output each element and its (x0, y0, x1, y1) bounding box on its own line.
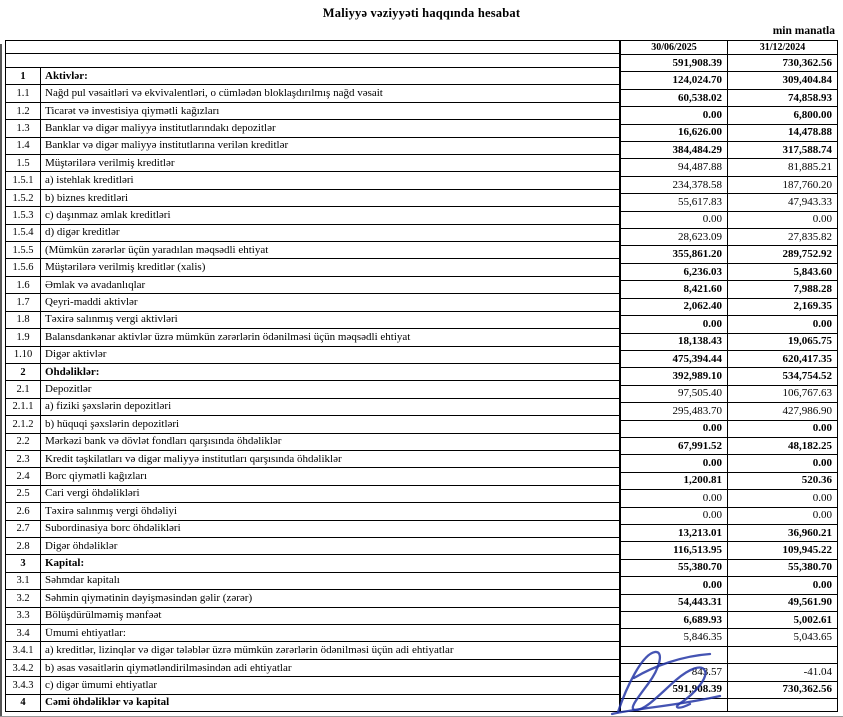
row-number: 1.5.6 (6, 259, 41, 275)
table-row (6, 311, 619, 328)
row-label: Digər aktivlər (45, 349, 107, 361)
value-row (621, 141, 837, 158)
table-row (6, 102, 619, 119)
row-number: 2.4 (6, 468, 41, 484)
row-label: Müştərilərə verilmiş kreditlər (xalis) (45, 262, 206, 274)
table-row (6, 537, 619, 554)
row-label: Depozitlər (45, 384, 92, 396)
table-row (6, 433, 619, 450)
table-row (6, 293, 619, 310)
values-header (621, 41, 837, 54)
value-2025: 1,200.81 (621, 473, 728, 489)
table-row (6, 206, 619, 223)
row-number: 4 (6, 695, 41, 711)
labels-header (6, 41, 619, 67)
table-row (6, 84, 619, 101)
row-number: 3.3 (6, 608, 41, 624)
value-2024: 27,835.82 (788, 230, 832, 243)
row-number: 3.2 (6, 590, 41, 606)
row-number: 1.9 (6, 329, 41, 345)
value-row (621, 628, 837, 645)
row-label: Səhmdar kapitalı (45, 575, 120, 587)
row-number: 2.5 (6, 486, 41, 502)
value-2024: 19,065.75 (788, 335, 832, 348)
table-row (6, 346, 619, 363)
row-label: a) istehlak kreditləri (45, 175, 134, 187)
value-2025: 97,505.40 (621, 386, 728, 402)
value-row (621, 576, 837, 593)
value-2024: 317,588.74 (782, 143, 832, 156)
row-number: 1.5.3 (6, 207, 41, 223)
row-label: a) kreditlər, lizinqlər və digər tələblər üzrə mümkün zərərlərin ödənilməsi üçün adi ehtiyatlar (45, 645, 454, 657)
value-2024: -41.04 (803, 665, 832, 678)
value-2025: 0.00 (621, 107, 728, 123)
value-2024: 109,945.22 (782, 544, 832, 557)
labels-table (5, 40, 620, 712)
row-number: 1.3 (6, 120, 41, 136)
value-2025: 67,991.52 (621, 438, 728, 454)
value-2024: 0.00 (812, 422, 832, 435)
value-row (621, 385, 837, 402)
row-number: 1.1 (6, 85, 41, 101)
table-row (6, 624, 619, 641)
row-label: Ümumi ehtiyatlar: (45, 627, 126, 639)
value-2025: 124,024.70 (621, 72, 728, 88)
table-row (6, 572, 619, 589)
table-row (6, 258, 619, 275)
values-body (621, 54, 837, 698)
value-2025: 0.00 (621, 490, 728, 506)
value-row (621, 437, 837, 454)
table-row (6, 520, 619, 537)
row-label: Digər öhdəliklər (45, 540, 118, 552)
value-row (621, 71, 837, 88)
table-row (6, 676, 619, 693)
value-2024: 81,885.21 (788, 161, 832, 174)
row-label: Aktivlər: (45, 70, 88, 82)
value-2025 (621, 647, 728, 663)
page-title: Maliyyə vəziyyəti haqqında hesabat (322, 6, 521, 20)
table-row (6, 485, 619, 502)
value-2025: 0.00 (621, 455, 728, 471)
value-2024: 55,380.70 (788, 561, 832, 574)
row-label: Banklar və digər maliyyə institutlarına verilən kreditlər (45, 140, 289, 152)
row-number: 1.7 (6, 294, 41, 310)
value-row (621, 367, 837, 384)
value-2024: 730,362.56 (782, 683, 832, 696)
row-label: c) daşınmaz əmlak kreditləri (45, 209, 171, 221)
value-2025: 234,378.58 (621, 177, 728, 193)
value-row (621, 681, 837, 698)
row-label: d) digər kreditlər (45, 227, 120, 239)
row-label: Cəmi öhdəliklər və kapital (45, 697, 170, 709)
row-label: Mərkəzi bank və dövlət fondları qarşısında öhdəliklər (45, 436, 282, 448)
row-label: Balansdankənar aktivlər üzrə mümkün zərərlərin ödənilməsi üçün məqsədli ehtiyat (45, 331, 411, 343)
row-number: 3.1 (6, 573, 41, 589)
row-number: 3.4.2 (6, 660, 41, 676)
row-label: b) biznes kreditləri (45, 192, 129, 204)
value-2024: 49,561.90 (788, 596, 832, 609)
table-row (6, 607, 619, 624)
row-label: Kredit təşkilatları və digər maliyyə institutları qarşısında öhdəliklər (45, 453, 342, 465)
table-row (6, 276, 619, 293)
table-row (6, 363, 619, 380)
value-2025: 8,421.60 (621, 281, 728, 297)
value-row (621, 176, 837, 193)
labels-body (6, 67, 619, 711)
date-column-2024: 31/12/2024 (759, 41, 806, 53)
value-2025: 60,538.02 (621, 90, 728, 106)
value-2024: 289,752.92 (782, 248, 832, 261)
value-row (621, 472, 837, 489)
value-2025: 94,487.88 (621, 159, 728, 175)
table-row (6, 415, 619, 432)
value-2024: 74,858.93 (788, 91, 832, 104)
row-number: 1.5.5 (6, 242, 41, 258)
value-2024: 427,986.90 (782, 404, 832, 417)
table-row (6, 450, 619, 467)
row-label: Kapital: (45, 558, 85, 570)
values-table (620, 40, 838, 712)
table-row (6, 328, 619, 345)
value-row (621, 158, 837, 175)
value-2025: 54,443.31 (621, 595, 728, 611)
labels-header-top-cell (6, 41, 619, 54)
row-label: Cari vergi öhdəlikləri (45, 488, 140, 500)
value-row (621, 541, 837, 558)
value-2025: 6,689.93 (621, 612, 728, 628)
table-row (6, 224, 619, 241)
value-2024: 2,169.35 (793, 300, 832, 313)
row-number: 1.5 (6, 155, 41, 171)
table-row (6, 467, 619, 484)
table-row (6, 659, 619, 676)
value-2025: 18,138.43 (621, 334, 728, 350)
value-2025: 0.00 (621, 577, 728, 593)
value-2025: 392,989.10 (621, 368, 728, 384)
row-label: Subordinasiya borc öhdəlikləri (45, 523, 181, 535)
value-row (621, 89, 837, 106)
value-row (621, 611, 837, 628)
value-2025: 355,861.20 (621, 246, 728, 262)
row-number: 2.6 (6, 503, 41, 519)
row-number: 2.1.1 (6, 399, 41, 415)
value-2024: 5,002.61 (793, 613, 832, 626)
value-2025: 0.00 (621, 421, 728, 437)
row-number: 1 (6, 68, 41, 84)
values-filler-row (621, 698, 837, 711)
value-2024: 187,760.20 (782, 178, 832, 191)
value-row (621, 333, 837, 350)
value-2024: 520.36 (801, 474, 832, 487)
value-row (621, 420, 837, 437)
value-row (621, 124, 837, 141)
row-number: 1.5.2 (6, 190, 41, 206)
row-number: 1.8 (6, 312, 41, 328)
row-label: b) hüquqi şəxslərin depozitləri (45, 418, 180, 430)
value-2024: 14,478.88 (788, 126, 832, 139)
row-number: 1.2 (6, 103, 41, 119)
table-row (6, 694, 619, 711)
row-label: Əmlak və avadanlıqlar (45, 279, 146, 291)
table-row (6, 380, 619, 397)
value-2025: 384,484.29 (621, 142, 728, 158)
value-row (621, 298, 837, 315)
row-label: Təxirə salınmış vergi aktivləri (45, 314, 178, 326)
value-2025: 55,617.83 (621, 194, 728, 210)
value-row (621, 263, 837, 280)
value-row (621, 350, 837, 367)
value-row (621, 106, 837, 123)
row-number: 3.4.1 (6, 642, 41, 658)
row-label: Bölüşdürülməmiş mənfəət (45, 610, 162, 622)
values-filler-cell-1 (621, 699, 728, 711)
unit-note: min manatla (772, 25, 835, 37)
value-2024 (728, 647, 837, 663)
value-2025: 5,846.35 (621, 629, 728, 645)
value-2025: 591,908.39 (621, 55, 728, 71)
table-row (6, 67, 619, 84)
table-row (6, 189, 619, 206)
row-number: 1.5.1 (6, 172, 41, 188)
value-row (621, 454, 837, 471)
row-number: 2.2 (6, 434, 41, 450)
date-column-2025: 30/06/2025 (621, 41, 728, 54)
value-2025: 0.00 (621, 316, 728, 332)
value-2024: 106,767.63 (782, 387, 832, 400)
row-label: c) digər ümumi ehtiyatlar (45, 679, 158, 691)
value-row (621, 193, 837, 210)
row-number: 1.4 (6, 138, 41, 154)
value-2024: 620,417.35 (782, 352, 832, 365)
value-2025: 13,213.01 (621, 525, 728, 541)
row-label: Təxirə salınmış vergi öhdəliyi (45, 505, 178, 517)
value-2024: 6,800.00 (793, 108, 832, 121)
table-row (6, 589, 619, 606)
value-2024: 0.00 (812, 317, 832, 330)
row-label: Nağd pul vəsaitləri və ekvivalentləri, o cümlədən bloklaşdırılmış nağd vəsait (45, 88, 383, 100)
value-row (621, 280, 837, 297)
value-row (621, 402, 837, 419)
value-2025: 16,626.00 (621, 125, 728, 141)
value-row (621, 211, 837, 228)
row-label: b) əsas vəsaitlərin qiymətləndirilməsindən adi ehtiyatlar (45, 662, 292, 674)
value-row (621, 524, 837, 541)
value-2025: 843.57 (621, 664, 728, 680)
row-number: 1.6 (6, 277, 41, 293)
value-row (621, 507, 837, 524)
row-number: 1.10 (6, 347, 41, 363)
row-label: Borc qiymətli kağızları (45, 471, 148, 483)
value-2025: 28,623.09 (621, 229, 728, 245)
table-row (6, 137, 619, 154)
table-row (6, 241, 619, 258)
value-row (621, 489, 837, 506)
row-number: 1.5.4 (6, 225, 41, 241)
row-number: 3 (6, 555, 41, 571)
value-2024: 0.00 (812, 509, 832, 522)
value-2024: 534,754.52 (782, 370, 832, 383)
row-label: Səhmin qiymətinin dəyişməsindən gəlir (zərər) (45, 592, 253, 604)
row-number: 2.1 (6, 381, 41, 397)
value-2025: 295,483.70 (621, 403, 728, 419)
row-label: (Mümkün zərərlər üçün yaradılan məqsədli ehtiyat (45, 244, 269, 256)
value-row (621, 245, 837, 262)
value-row (621, 559, 837, 576)
value-2025: 55,380.70 (621, 560, 728, 576)
value-2025: 116,513.95 (621, 542, 728, 558)
row-number: 2 (6, 364, 41, 380)
row-number: 2.7 (6, 521, 41, 537)
row-label: a) fiziki şəxslərin depozitləri (45, 401, 172, 413)
value-2025: 0.00 (621, 508, 728, 524)
row-number: 3.4.3 (6, 677, 41, 693)
value-row (621, 594, 837, 611)
value-2024: 48,182.25 (788, 439, 832, 452)
value-2025: 2,062.40 (621, 299, 728, 315)
value-2024: 5,043.65 (793, 631, 832, 644)
value-row (621, 646, 837, 663)
value-2024: 0.00 (812, 457, 832, 470)
value-2025: 0.00 (621, 212, 728, 228)
row-number: 3.4 (6, 625, 41, 641)
table-row (6, 641, 619, 658)
value-2024: 5,843.60 (793, 265, 832, 278)
value-row (621, 663, 837, 680)
value-2025: 475,394.44 (621, 351, 728, 367)
value-2024: 47,943.33 (788, 195, 832, 208)
row-label: Banklar və digər maliyyə institutlarındakı depozitlər (45, 122, 276, 134)
value-2024: 0.00 (812, 213, 832, 226)
value-2025: 6,236.03 (621, 264, 728, 280)
value-row (621, 228, 837, 245)
table-row (6, 154, 619, 171)
row-label: Ticarət və investisiya qiymətli kağızları (45, 105, 220, 117)
value-2025: 591,908.39 (621, 682, 728, 698)
row-number: 2.8 (6, 538, 41, 554)
table-row (6, 119, 619, 136)
value-2024: 0.00 (812, 578, 832, 591)
row-label: Qeyri-maddi aktivlər (45, 296, 138, 308)
table-row (6, 502, 619, 519)
value-row (621, 315, 837, 332)
value-2024: 0.00 (812, 491, 832, 504)
row-label: Müştərilərə verilmiş kreditlər (45, 157, 175, 169)
labels-header-bottom-cell (6, 54, 619, 67)
row-number: 2.1.2 (6, 416, 41, 432)
row-label: Öhdəliklər: (45, 366, 100, 378)
table-row (6, 398, 619, 415)
table-row (6, 171, 619, 188)
value-2024: 730,362.56 (782, 56, 832, 69)
values-filler-cell-2 (728, 699, 837, 711)
value-2024: 7,988.28 (793, 282, 832, 295)
row-number: 2.3 (6, 451, 41, 467)
value-2024: 36,960.21 (788, 526, 832, 539)
value-row (621, 54, 837, 71)
scan-edge-left (0, 44, 2, 717)
table-row (6, 554, 619, 571)
value-2024: 309,404.84 (782, 74, 832, 87)
